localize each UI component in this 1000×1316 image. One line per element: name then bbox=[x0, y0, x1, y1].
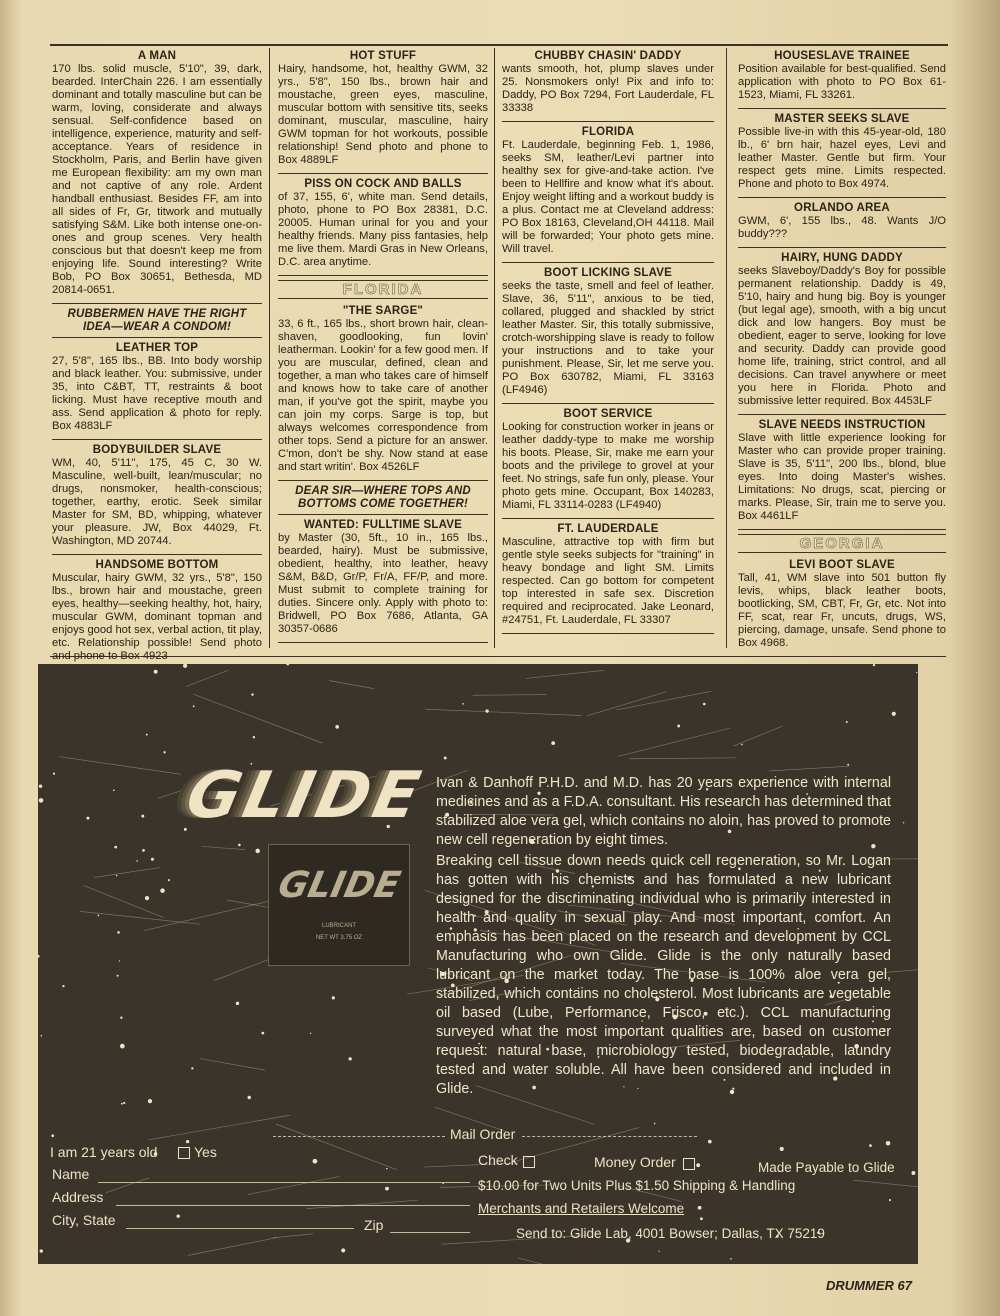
state-heading: GEORGIA bbox=[738, 534, 946, 553]
ad-body: Position available for best-qualified. Send application with photo to PO Box 61-1523, Miami, FL 33261. bbox=[738, 63, 946, 101]
star-dot bbox=[163, 751, 165, 753]
classified-ad bbox=[278, 178, 488, 276]
star-dot bbox=[148, 1099, 152, 1103]
classified-ad bbox=[278, 519, 488, 643]
star-dot bbox=[708, 1140, 712, 1144]
star-dot bbox=[889, 1199, 891, 1201]
star-dot bbox=[39, 798, 44, 803]
payable-label: Made Payable to Glide bbox=[758, 1160, 895, 1175]
glide-ad-copy bbox=[436, 774, 891, 1101]
star-dot bbox=[193, 705, 195, 707]
star-dot bbox=[341, 1248, 345, 1252]
star-streak bbox=[734, 726, 783, 746]
star-dot bbox=[120, 1044, 125, 1049]
classified-ad bbox=[738, 559, 946, 657]
classified-ad bbox=[738, 50, 946, 109]
star-streak bbox=[526, 670, 604, 678]
star-streak bbox=[248, 1176, 340, 1194]
classified-ad bbox=[738, 419, 946, 530]
star-streak bbox=[329, 681, 374, 689]
star-dot bbox=[136, 860, 138, 862]
classified-ad bbox=[502, 408, 714, 519]
star-dot bbox=[62, 985, 64, 987]
ad-body: Slave with little experience looking for Master who can provide proper training. Slave is 35, 5'11", 200 lbs., blond, blue eyes. Into doing Master's wishes. Limitations: No drugs, scat, piercing or marks. Please, Sir, train me to serve you. Box 4461LF bbox=[738, 432, 946, 522]
star-dot bbox=[846, 721, 848, 723]
star-dot bbox=[916, 672, 917, 673]
star-dot bbox=[186, 1140, 189, 1143]
star-dot bbox=[142, 849, 145, 852]
star-streak bbox=[94, 868, 160, 878]
ad-heading: BOOT SERVICE bbox=[563, 408, 653, 420]
classified-ad bbox=[52, 444, 262, 555]
ad-body: 33, 6 ft., 165 lbs., short brown hair, clean-shaven, goodlooking, fun lovin' leatherman. Lookin' for a few good men. If you are muscular, defined, clean and together, a man who takes care of himself and knows how to take care of another man, if you've got the spirit, maybe you can join my corps. Sarge is top, but always welcomes correspondence from other tops. Send a picture for an answer. C'mon, don't be shy. Now stand at ease and start writin'. Box 4526LF bbox=[278, 318, 488, 473]
star-dot bbox=[146, 734, 148, 736]
star-streak bbox=[106, 1178, 149, 1193]
star-dot bbox=[151, 858, 154, 861]
ad-heading: BODYBUILDER SLAVE bbox=[92, 444, 222, 456]
money-order-checkbox[interactable] bbox=[683, 1158, 695, 1170]
ad-heading: CHUBBY CHASIN' DADDY bbox=[534, 50, 682, 62]
ad-body: 170 lbs. solid muscle, 5'10", 39, dark, bearded. InterChain 226. I am essentially dominant and totally masculine but can be warm, loving, considerate and always sensual. Self-confidence based on intelligence, experience, maturity and self-acceptance. Years of residence in Stockholm, Paris, and Berlin have given me European flexibility: am my own man and not captive of any role. Ardent handball enthusiast. Besides FF, am into all sides of Fr, Gr, titwork and mutually satisfying S&M. Like both intense one-on-ones and group scenes. Very health conscious but that doesn't keep me from enjoying life. Sound interesting? Write Bob, PO Box 30651, Bethesda, MD 20814-0651. bbox=[52, 63, 262, 296]
star-streak bbox=[148, 1115, 290, 1140]
glide-advertisement bbox=[38, 664, 918, 1264]
check-checkbox[interactable] bbox=[523, 1156, 535, 1168]
star-dot bbox=[191, 1067, 193, 1069]
classifieds-column-2 bbox=[278, 50, 488, 647]
name-label: Name bbox=[52, 1166, 90, 1182]
star-dot bbox=[780, 1147, 784, 1151]
ad-heading: ORLANDO AREA bbox=[794, 202, 890, 214]
ad-heading: LEVI BOOT SLAVE bbox=[789, 559, 895, 571]
ad-body: Hairy, handsome, hot, healthy GWM, 32 yrs., 5'8", 150 lbs., brown hair and moustache, green eyes, masculine, muscular bottom with sensitive tits, seeks dominant, muscular, masculine, hairy GWM topman for hot workouts, possible relationship! Send photo and phone to Box 4889LF bbox=[278, 63, 488, 166]
classified-ad bbox=[502, 523, 714, 634]
column-divider-2 bbox=[494, 48, 495, 648]
star-dot bbox=[286, 664, 289, 665]
star-dot bbox=[51, 1134, 54, 1137]
ad-heading: HANDSOME BOTTOM bbox=[95, 559, 219, 571]
ad-paragraph-1: Ivan & Danhoff P.H.D. and M.D. has 20 years experience with internal medicines and as a F.D.A. consultant. His research has determined that stabilized aloe vera gel, which contains no aloin, has proved to promote new cell regeneration by eight times. bbox=[436, 775, 891, 848]
star-dot bbox=[53, 772, 55, 774]
ad-body: Ft. Lauderdale, beginning Feb. 1, 1986, seeks SM, leather/Levi partner into healthy sex for give-and-take action. I've been to Hellfire and know what it's about. Enjoy weight lifting and a workout buddy is a plus. Contact me at Cleveland address: PO Box 18163, Cleveland,OH 44118. Mail will be forwarded; Your photo gets mine. Will travel. bbox=[502, 139, 714, 255]
star-dot bbox=[886, 1141, 891, 1146]
column-divider-1 bbox=[269, 48, 270, 648]
star-streak bbox=[587, 692, 666, 716]
star-dot bbox=[123, 1102, 125, 1104]
ad-heading: SLAVE NEEDS INSTRUCTION bbox=[758, 419, 926, 431]
city-state-label: City, State bbox=[52, 1212, 116, 1228]
star-dot bbox=[86, 817, 89, 820]
ad-heading: HOT STUFF bbox=[349, 50, 417, 62]
star-dot bbox=[903, 822, 904, 823]
star-dot bbox=[176, 1214, 179, 1217]
ad-heading: A MAN bbox=[137, 50, 177, 62]
age-confirmation-label: I am 21 years old bbox=[50, 1144, 158, 1160]
classified-ad bbox=[52, 50, 262, 304]
star-dot bbox=[847, 764, 849, 766]
star-dot bbox=[696, 1163, 700, 1167]
star-dot bbox=[873, 664, 875, 666]
ad-body: by Master (30, 5ft., 10 in., 165 lbs., bearded, hairy). Must be submissive, obedient, healthy, into leather, heavy S&M, B&D, Gr/P, Fr/A, FF/P, and more. Must submit to complete training for duties. Sincere only. Apply with photo to: Bridwell, PO Box 7686, Atlanta, GA 30357-0686 bbox=[278, 532, 488, 635]
star-dot bbox=[911, 1171, 915, 1175]
classified-ad bbox=[52, 559, 262, 670]
address-label: Address bbox=[52, 1189, 104, 1205]
star-dot bbox=[238, 844, 241, 847]
star-dot bbox=[236, 1002, 239, 1005]
star-streak bbox=[617, 691, 712, 710]
state-heading: FLORIDA bbox=[278, 280, 488, 299]
star-dot bbox=[120, 1017, 122, 1019]
star-dot bbox=[332, 996, 335, 999]
star-dot bbox=[462, 703, 464, 705]
ad-body: Muscular, hairy GWM, 32 yrs., 5'8", 150 lbs., brown hair and moustache, green eyes, healthy—seeking healthy, hot, hairy, muscular GWM, dominant topman and enjoys good hot sex, verbal action, tit play, etc. Relationship possible! Send photo and phone to Box 4923 bbox=[52, 572, 262, 662]
merchants-welcome: Merchants and Retailers Welcome bbox=[478, 1201, 685, 1216]
star-dot bbox=[251, 693, 253, 695]
star-dot bbox=[141, 815, 144, 818]
ad-paragraph-2: Breaking cell tissue down needs quick cell regeneration, so Mr. Logan has gotten with his chemists and has formulated a new lubricant designed for the discriminating individual who is primarily interested in health and quality in sexual play. And most important, comfort. An emphasis has been placed on the research and development by CCL Manufacturing who own Glide. Glide is the only naturally based lubricant on the market today. The base is 100% aloe vera gel, stabilized, which contains no cholesterol. Most lubricants are vegetable oil based (Lube, Performance, Frisco, etc.). CCL manufacturing surveyed what the most important qualities are, based on customer request: natural base, microbiology tested, biodegradable, laundry tested and water soluble. All have been considered and included in Glide. bbox=[436, 853, 891, 1097]
money-order-label: Money Order bbox=[594, 1154, 676, 1170]
ad-body: of 37, 155, 6', white man. Send details, photo, phone to PO Box 28381, D.C. 20005. Human urinal for you and your healthy friends. Many piss fantasies, help me live them. Mardi Gras in New Orleans, D.C. area anytime. bbox=[278, 191, 488, 268]
mail-order-dashline-right bbox=[522, 1136, 697, 1137]
star-dot bbox=[386, 1168, 388, 1170]
star-dot bbox=[892, 712, 896, 716]
mail-order-dashline-left bbox=[273, 1136, 445, 1137]
star-dot bbox=[40, 1035, 42, 1037]
zip-label: Zip bbox=[364, 1217, 384, 1233]
classified-ad bbox=[52, 342, 262, 440]
star-dot bbox=[40, 1249, 43, 1252]
bottle-label: LUBRICANT bbox=[321, 923, 356, 929]
star-dot bbox=[385, 1187, 389, 1191]
star-dot bbox=[247, 1096, 250, 1099]
star-dot bbox=[183, 664, 187, 668]
ad-heading: BOOT LICKING SLAVE bbox=[544, 267, 672, 279]
star-dot bbox=[869, 1144, 872, 1147]
star-streak bbox=[854, 1180, 918, 1193]
star-streak bbox=[273, 1234, 313, 1238]
ad-heading: WANTED: FULLTIME SLAVE bbox=[304, 519, 462, 531]
star-dot bbox=[117, 975, 119, 977]
star-dot bbox=[313, 1159, 318, 1164]
star-streak bbox=[59, 757, 180, 775]
star-streak bbox=[276, 1124, 397, 1170]
star-dot bbox=[310, 1033, 311, 1034]
star-streak bbox=[769, 766, 850, 771]
star-streak bbox=[629, 758, 736, 759]
star-streak bbox=[144, 897, 288, 931]
ad-body: 27, 5'8", 165 lbs., BB. Into body worship and black leather. You: submissive, under 35, into C&BT, TT, restraints & boot licking. Must have receptive mouth and ass. Send application & photo for reply. Box 4883LF bbox=[52, 355, 262, 432]
star-streak bbox=[80, 911, 200, 924]
check-label: Check bbox=[478, 1152, 518, 1168]
classified-ad bbox=[502, 267, 714, 404]
classified-ad bbox=[52, 308, 262, 338]
age-yes-checkbox[interactable] bbox=[178, 1147, 190, 1159]
page-footer: DRUMMER 67 bbox=[826, 1278, 912, 1293]
ad-body: Masculine, attractive top with firm but gentle style seeks subjects for "training" in heavy bondage and light SM. Limits respected. Can go bottom for competent top interested in safe sex. Discretion required and reciprocated. Jake Leonard, #24751, Ft. Lauderdale, FL 33307 bbox=[502, 536, 714, 626]
classified-ad bbox=[278, 485, 488, 515]
star-dot bbox=[703, 703, 706, 706]
star-dot bbox=[117, 931, 120, 934]
age-yes-label: Yes bbox=[194, 1144, 217, 1160]
classified-ad bbox=[502, 126, 714, 263]
star-dot bbox=[114, 846, 117, 849]
classifieds-column-4 bbox=[738, 50, 946, 661]
star-streak bbox=[84, 885, 164, 917]
ad-heading: FT. LAUDERDALE bbox=[557, 523, 659, 535]
star-streak bbox=[473, 695, 547, 696]
ad-body: seeks the taste, smell and feel of leather. Slave, 36, 5'11", anxious to be tied, collared, plugged and shackled by strict leather Master. Sir, this totally submissive, crotch-worshipping slave is ready to follow your instructions and to take your punishment. Please, Sir, let me serve you. PO Box 630782, Miami, FL 33163 (LF4946) bbox=[502, 280, 714, 396]
star-dot bbox=[119, 960, 120, 961]
star-streak bbox=[193, 694, 322, 743]
ad-heading: PISS ON COCK AND BALLS bbox=[304, 178, 462, 190]
star-dot bbox=[261, 1032, 264, 1035]
ad-heading: "THE SARGE" bbox=[342, 305, 424, 317]
classifieds-column-1 bbox=[52, 50, 262, 674]
classified-ad bbox=[502, 50, 714, 122]
star-dot bbox=[485, 709, 488, 712]
classified-ad bbox=[278, 50, 488, 174]
zip-field[interactable] bbox=[390, 1232, 470, 1233]
ad-heading: LEATHER TOP bbox=[115, 342, 199, 354]
ad-heading: MASTER SEEKS SLAVE bbox=[774, 113, 910, 125]
ad-body: Tall, 41, WM slave into 501 button fly levis, whips, black leather boots, bootlicking, SM, CBT, Fr, Gr, etc. Not into FF, scat, rear Fr, uncuts, drugs, WS, piercing, damage, unsafe. Send phone to Box 4968. bbox=[738, 572, 946, 649]
star-dot bbox=[116, 875, 117, 876]
bottle-logo: GLIDE bbox=[274, 865, 404, 906]
star-dot bbox=[98, 915, 100, 917]
ad-body: GWM, 6', 155 lbs., 48. Wants J/O buddy??? bbox=[738, 215, 946, 240]
star-dot bbox=[168, 879, 170, 881]
classifieds-column-3 bbox=[502, 50, 714, 638]
star-dot bbox=[551, 741, 555, 745]
send-to-address: Send to: Glide Lab, 4001 Bowser; Dallas, TX 75219 bbox=[516, 1226, 825, 1241]
classified-ad bbox=[738, 113, 946, 198]
ad-body: wants smooth, hot, plump slaves under 25. Nonsmokers only! Pix and info to: Daddy, PO Box 7294, Fort Lauderdale, FL 33338 bbox=[502, 63, 714, 114]
star-streak bbox=[200, 1059, 265, 1071]
classified-ad bbox=[738, 252, 946, 415]
name-field[interactable] bbox=[98, 1182, 470, 1183]
star-dot bbox=[349, 1057, 352, 1060]
ad-heading: DEAR SIR—WHERE TOPS AND BOTTOMS COME TOGETHER! bbox=[295, 485, 471, 510]
star-dot bbox=[444, 756, 447, 759]
star-dot bbox=[255, 849, 260, 854]
price-line: $10.00 for Two Units Plus $1.50 Shipping & Handling bbox=[478, 1178, 796, 1193]
lubricant-bottle bbox=[268, 844, 410, 966]
ad-heading: HOUSESLAVE TRAINEE bbox=[774, 50, 910, 62]
star-dot bbox=[121, 1103, 123, 1105]
top-rule bbox=[50, 44, 948, 46]
classified-ad bbox=[278, 305, 488, 481]
star-dot bbox=[253, 736, 255, 738]
ad-heading: HAIRY, HUNG DADDY bbox=[781, 252, 903, 264]
star-streak bbox=[425, 709, 581, 715]
star-dot bbox=[145, 896, 149, 900]
star-streak bbox=[202, 846, 245, 849]
star-dot bbox=[730, 1258, 732, 1260]
star-dot bbox=[698, 1206, 702, 1210]
star-dot bbox=[160, 888, 165, 893]
star-dot bbox=[654, 1123, 656, 1125]
star-streak bbox=[518, 1258, 625, 1264]
star-dot bbox=[658, 1251, 659, 1252]
star-streak bbox=[188, 1238, 277, 1256]
star-dot bbox=[677, 725, 680, 728]
star-dot bbox=[113, 789, 115, 791]
star-dot bbox=[741, 744, 743, 746]
ad-heading: FLORIDA bbox=[581, 126, 635, 138]
ad-body: Possible live-in with this 45-year-old, 180 lb., 6' brn hair, hazel eyes, Levi and leather Master. Gentle but firm. Your respect gets mine. Limits respected. Phone and photo to Box 4974. bbox=[738, 126, 946, 190]
star-streak bbox=[186, 670, 228, 686]
glide-logo: GLIDE bbox=[180, 759, 430, 833]
city-state-field[interactable] bbox=[126, 1228, 354, 1229]
star-streak bbox=[618, 728, 730, 756]
star-dot bbox=[335, 725, 339, 729]
ad-heading: RUBBERMEN HAVE THE RIGHT IDEA—WEAR A CONDOM! bbox=[67, 308, 247, 333]
bottle-net-weight: NET WT 3.75 OZ bbox=[315, 935, 363, 941]
star-dot bbox=[154, 670, 158, 674]
address-field[interactable] bbox=[116, 1205, 470, 1206]
star-dot bbox=[38, 955, 40, 958]
ad-body: seeks Slaveboy/Daddy's Boy for possible permanent relationship. Daddy is 49, 5'10, hairy and hung big. Boy is younger (but legal age), smooth, with a big uncut dick and low hangers. Boy must be obedient, eager to serve, looking for love and security. Daddy can provide good home life, training, strict control, and all decisions. Can travel anywhere or meet you here in Florida. Photo and submissive letter required. Box 4453LF bbox=[738, 265, 946, 407]
column-divider-3 bbox=[726, 48, 727, 648]
star-dot bbox=[700, 1217, 703, 1220]
classified-ad bbox=[738, 202, 946, 248]
ad-body: WM, 40, 5'11", 175, 45 C, 30 W. Masculine, well-built, lean/muscular; no drugs, nonsmoker, health-conscious; together, earthy, erotic. Seek similar Master for SM, BD, whipping, whatever your pleasure. JW, Box 44029, Ft. Washington, MD 20744. bbox=[52, 457, 262, 547]
ad-body: Looking for construction worker in jeans or leather daddy-type to make me worship his boots. Please, Sir, make me earn your boots and the privilege to grovel at your feet. No strings, safe fun only, please. Your photo gets mine. Occupant, Box 140283, Miami, FL 33114-0283 (LF4940) bbox=[502, 421, 714, 511]
mail-order-label: Mail Order bbox=[450, 1126, 516, 1142]
star-dot bbox=[39, 784, 42, 787]
